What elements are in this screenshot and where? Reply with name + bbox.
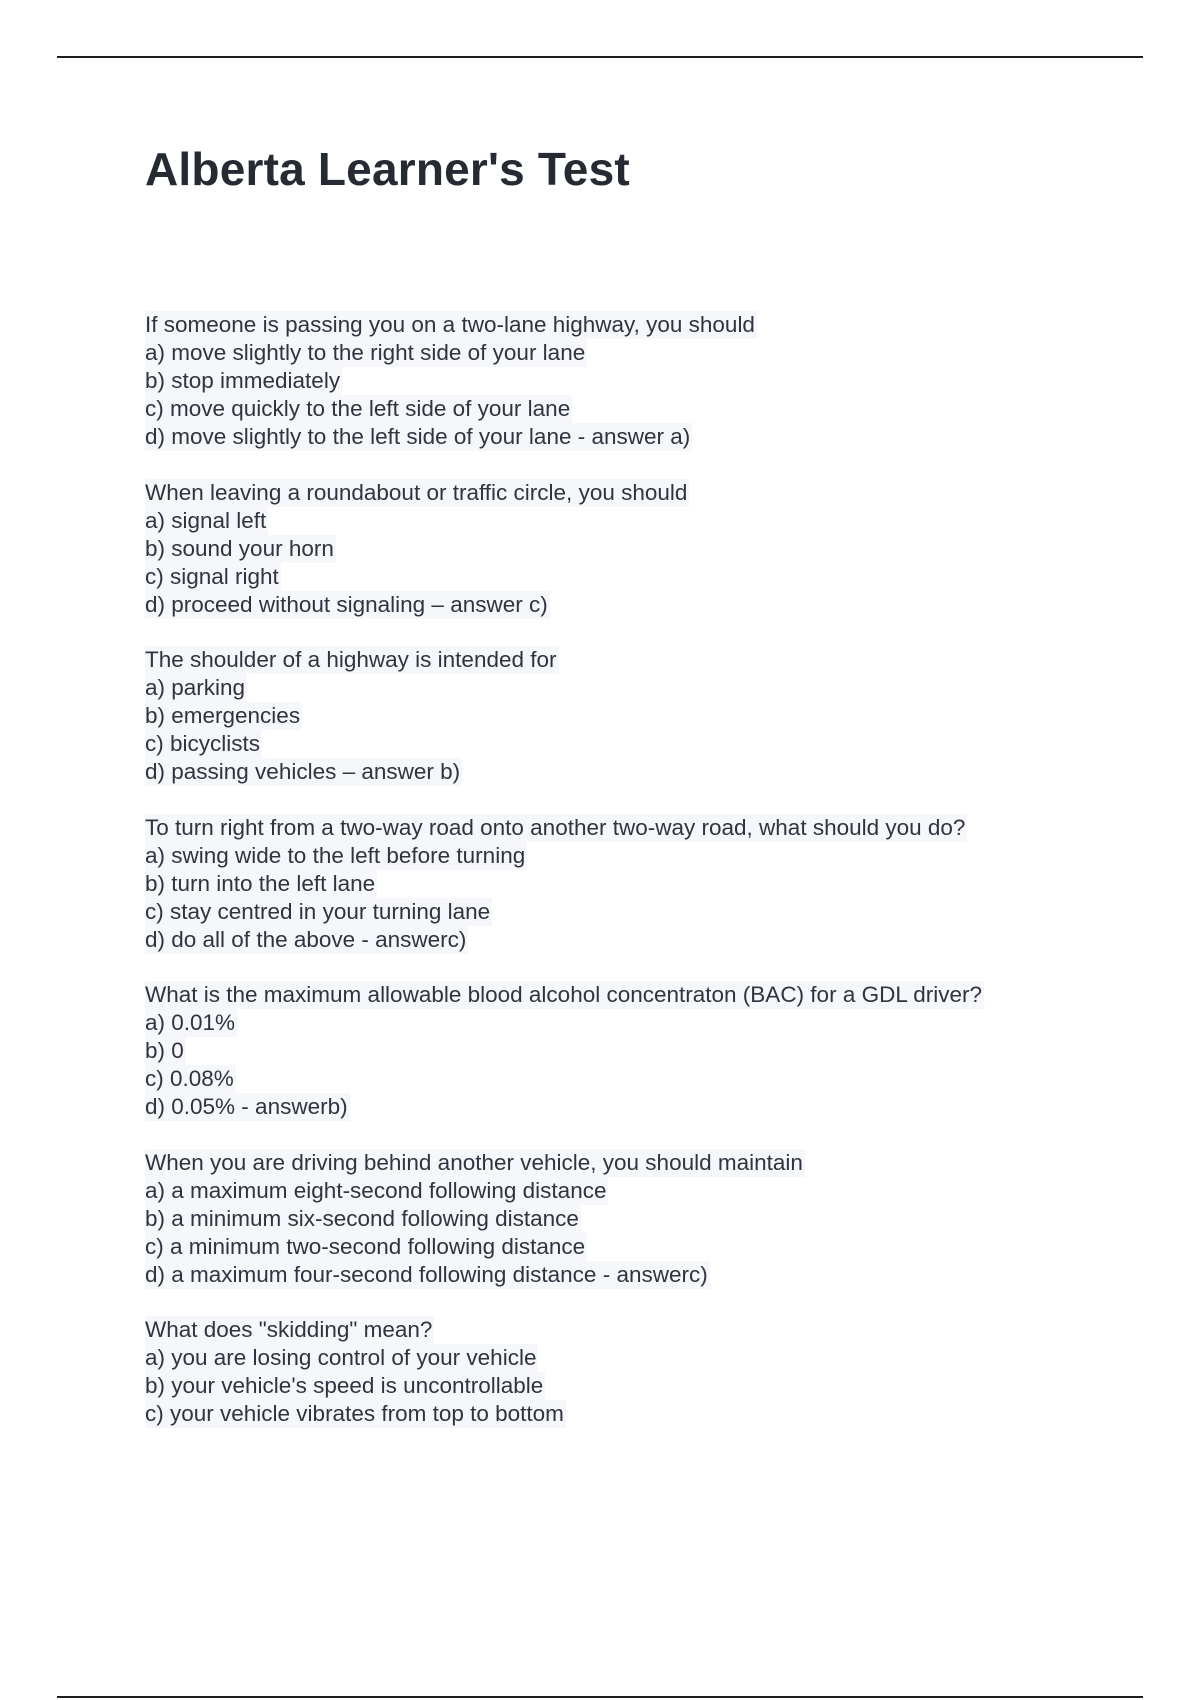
answer-option: d) do all of the above - answerc) — [145, 926, 467, 952]
bottom-divider — [57, 1696, 1143, 1698]
question-list — [145, 311, 1105, 1456]
answer-option: d) a maximum four-second following distance - answerc) — [145, 1261, 708, 1287]
question-block — [145, 646, 1105, 786]
answer-option: c) move quickly to the left side of your lane — [145, 396, 571, 421]
question-block — [145, 814, 1105, 954]
answer-option: b) sound your horn — [145, 535, 334, 561]
answer-option: a) signal left — [145, 507, 267, 533]
question-block — [145, 981, 1105, 1121]
question-prompt: The shoulder of a highway is intended for — [145, 647, 557, 672]
answer-option: c) a minimum two-second following distance — [145, 1233, 586, 1259]
question-block — [145, 311, 1105, 451]
top-divider — [57, 56, 1143, 58]
answer-option: c) 0.08% — [145, 1066, 234, 1091]
answer-option: b) 0 — [145, 1038, 184, 1063]
answer-option: a) parking — [145, 675, 246, 700]
question-prompt: What does "skidding" mean? — [145, 1317, 433, 1342]
question-prompt: If someone is passing you on a two-lane highway, you should — [145, 312, 755, 337]
page-title: Alberta Learner's Test — [145, 143, 630, 195]
answer-option: a) move slightly to the right side of your lane — [145, 340, 586, 365]
answer-option: a) a maximum eight-second following distance — [145, 1177, 607, 1203]
answer-option: b) your vehicle's speed is uncontrollable — [145, 1373, 544, 1398]
answer-option: b) turn into the left lane — [145, 870, 376, 896]
answer-option: b) stop immediately — [145, 368, 341, 393]
answer-option: d) proceed without signaling – answer c) — [145, 591, 548, 617]
answer-option: c) your vehicle vibrates from top to bottom — [145, 1401, 564, 1426]
answer-option: c) bicyclists — [145, 731, 261, 756]
question-block — [145, 1149, 1105, 1289]
answer-option: d) passing vehicles – answer b) — [145, 759, 461, 784]
question-prompt: To turn right from a two-way road onto another two-way road, what should you do? — [145, 814, 966, 840]
answer-option: a) 0.01% — [145, 1010, 236, 1035]
question-block — [145, 1316, 1105, 1428]
answer-option: b) emergencies — [145, 703, 301, 728]
answer-option: a) you are losing control of your vehicle — [145, 1345, 537, 1370]
answer-option: d) 0.05% - answerb) — [145, 1094, 348, 1119]
question-prompt: When you are driving behind another vehicle, you should maintain — [145, 1149, 803, 1175]
answer-option: d) move slightly to the left side of your lane - answer a) — [145, 424, 691, 449]
answer-option: c) signal right — [145, 563, 279, 589]
question-prompt: When leaving a roundabout or traffic circle, you should — [145, 479, 688, 505]
answer-option: c) stay centred in your turning lane — [145, 898, 491, 924]
question-prompt: What is the maximum allowable blood alcohol concentraton (BAC) for a GDL driver? — [145, 982, 983, 1007]
answer-option: b) a minimum six-second following distance — [145, 1205, 579, 1231]
question-block — [145, 479, 1105, 619]
answer-option: a) swing wide to the left before turning — [145, 842, 526, 868]
